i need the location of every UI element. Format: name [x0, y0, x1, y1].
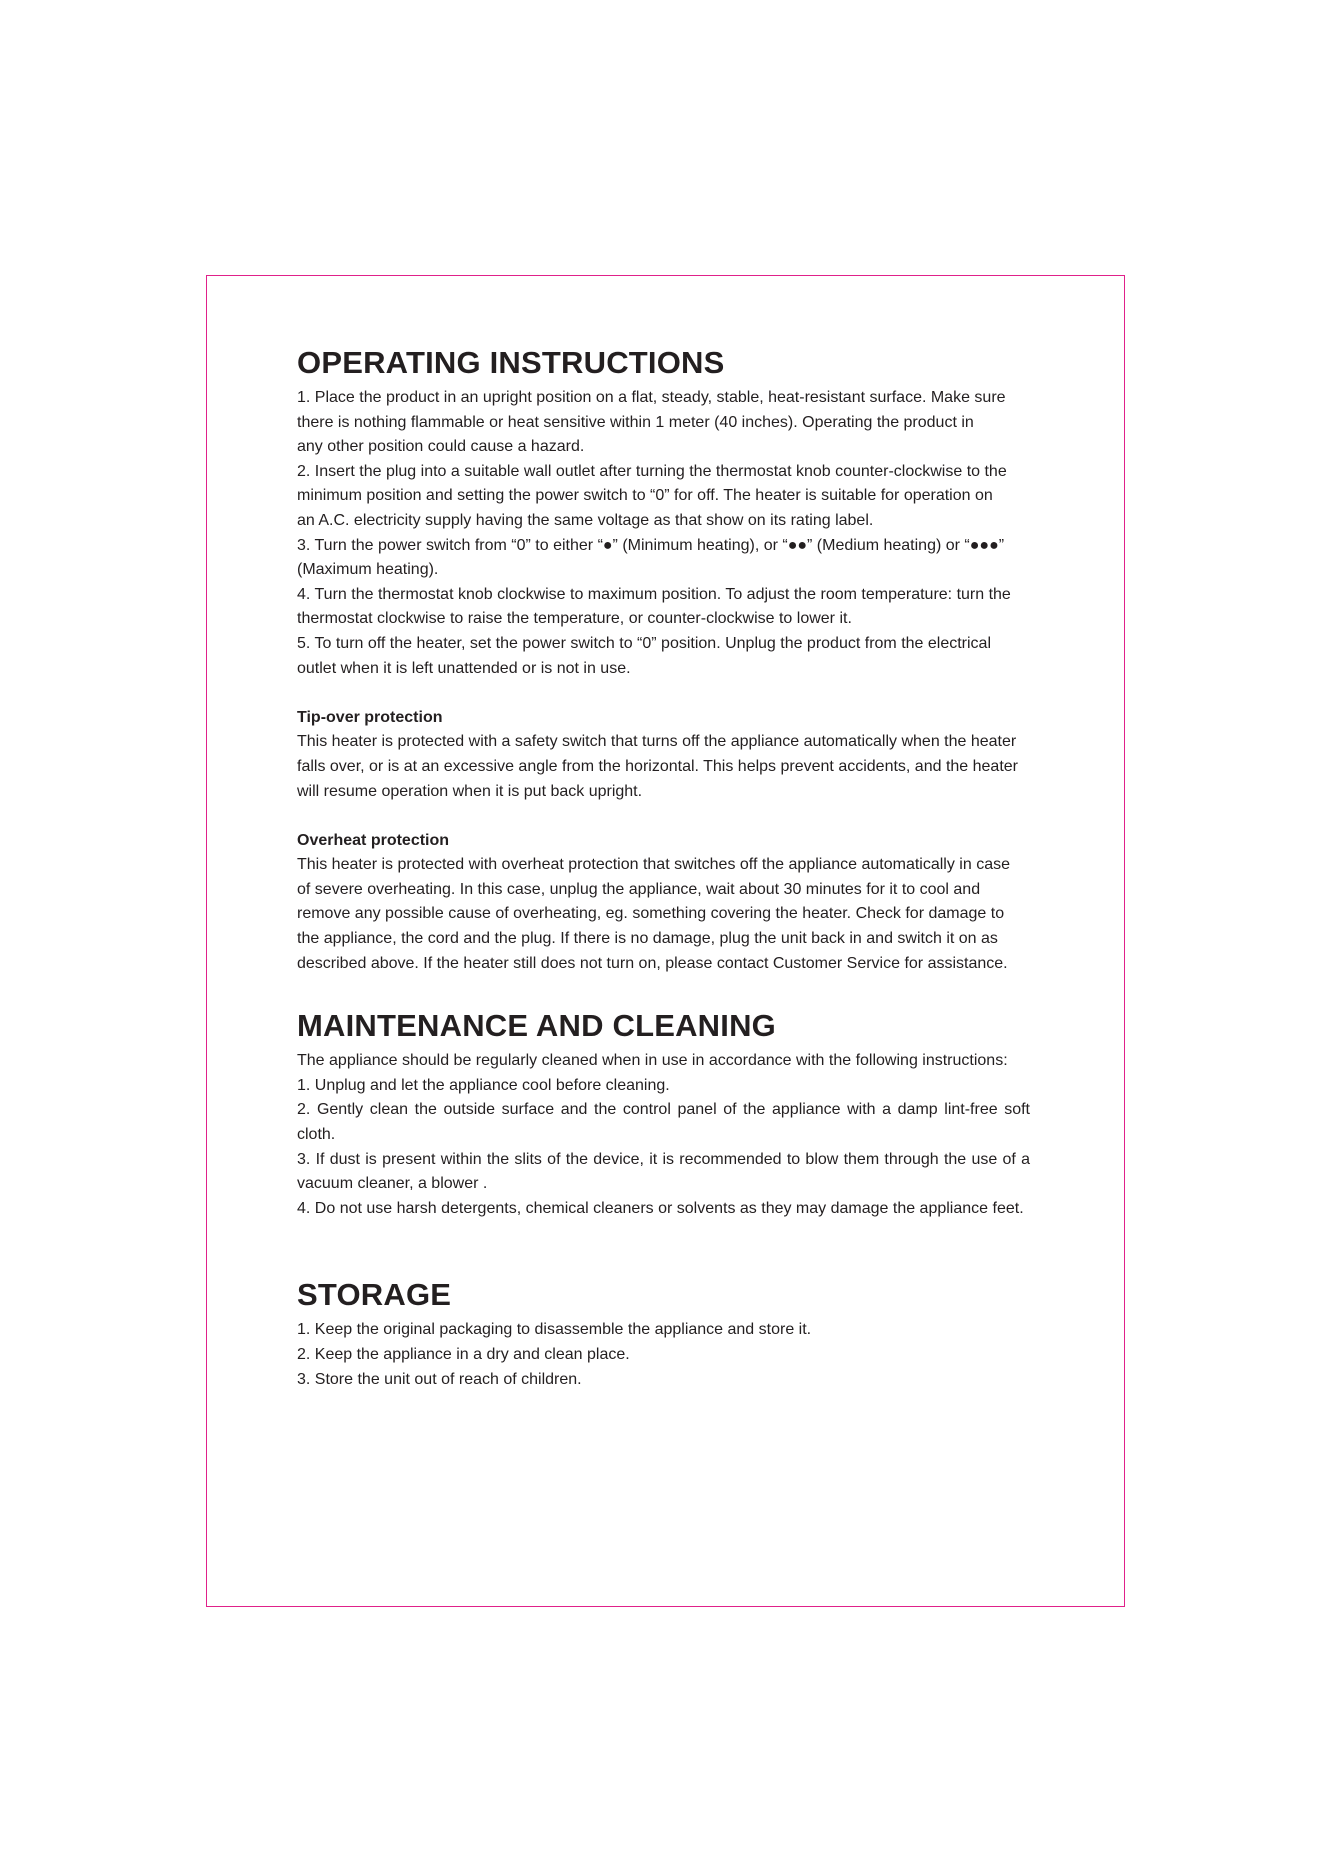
document-content — [297, 343, 1030, 1392]
text-line: thermostat clockwise to raise the temperature, or counter-clockwise to lower it. — [297, 610, 852, 628]
maintenance-cleaning-title: MAINTENANCE AND CLEANING — [297, 1008, 776, 1044]
text-line: 2. Insert the plug into a suitable wall outlet after turning the thermostat knob counter-clockwise to the — [297, 462, 1007, 480]
storage-body — [297, 1318, 1030, 1392]
list-item: 1. Unplug and let the appliance cool before cleaning. — [297, 1076, 670, 1094]
list-item: 1. Keep the original packaging to disassemble the appliance and store it. — [297, 1321, 812, 1339]
overheat-protection-heading: Overheat protection — [297, 831, 450, 849]
text-line: 5. To turn off the heater, set the power switch to “0” position. Unplug the product from the electrical — [297, 634, 992, 652]
text-line: This heater is protected with a safety switch that turns off the appliance automatically when the heater — [297, 733, 1017, 751]
list-item: 4. Do not use harsh detergents, chemical cleaners or solvents as they may damage the appliance feet. — [297, 1199, 1024, 1217]
text-line: 3. Turn the power switch from “0” to either “●” (Minimum heating), or “●●” (Medium heating) or “●●●” — [297, 536, 1005, 554]
text-line: an A.C. electricity supply having the same voltage as that show on its rating label. — [297, 511, 874, 529]
text-line: the appliance, the cord and the plug. If there is no damage, plug the unit back in and switch it on as — [297, 930, 998, 948]
list-item: 2. Gently clean the outside surface and the control panel of the appliance with a damp lint-free soft cloth. — [297, 1101, 1030, 1144]
text-line: remove any possible cause of overheating, eg. something covering the heater. Check for damage to — [297, 905, 1005, 923]
text-line: falls over, or is at an excessive angle from the horizontal. This helps prevent accidents, and the heater — [297, 757, 1018, 775]
text-line: The appliance should be regularly cleaned when in use in accordance with the following instructions: — [297, 1052, 1008, 1070]
text-line: any other position could cause a hazard. — [297, 438, 585, 456]
storage-title: STORAGE — [297, 1277, 452, 1313]
text-line: (Maximum heating). — [297, 561, 439, 579]
list-item: 3. If dust is present within the slits of the device, it is recommended to blow them through the use of a vacuum cleaner, a blower . — [297, 1150, 1030, 1193]
text-line: described above. If the heater still does not turn on, please contact Customer Service for assistance. — [297, 954, 1008, 972]
text-line: 4. Turn the thermostat knob clockwise to maximum position. To adjust the room temperature: turn the — [297, 585, 1011, 603]
list-item: 3. Store the unit out of reach of children. — [297, 1370, 582, 1388]
maintenance-cleaning-body — [297, 1049, 1030, 1221]
operating-instructions-body — [297, 386, 1030, 681]
tipover-protection-body — [297, 730, 1030, 804]
tipover-protection-heading: Tip-over protection — [297, 708, 443, 726]
overheat-protection-body — [297, 853, 1030, 976]
text-line: minimum position and setting the power switch to “0” for off. The heater is suitable for operation on — [297, 487, 993, 505]
operating-instructions-title: OPERATING INSTRUCTIONS — [297, 345, 725, 380]
text-line: outlet when it is left unattended or is not in use. — [297, 659, 631, 677]
text-line: of severe overheating. In this case, unplug the appliance, wait about 30 minutes for it to cool and — [297, 880, 981, 898]
list-item: 2. Keep the appliance in a dry and clean place. — [297, 1346, 630, 1363]
text-line: This heater is protected with overheat protection that switches off the appliance automatically in case — [297, 856, 1010, 874]
text-line: there is nothing flammable or heat sensitive within 1 meter (40 inches). Operating the product in — [297, 413, 974, 431]
text-line: 1. Place the product in an upright position on a flat, steady, stable, heat-resistant surface. Make sure — [297, 389, 1006, 406]
text-line: will resume operation when it is put back upright. — [297, 782, 643, 800]
